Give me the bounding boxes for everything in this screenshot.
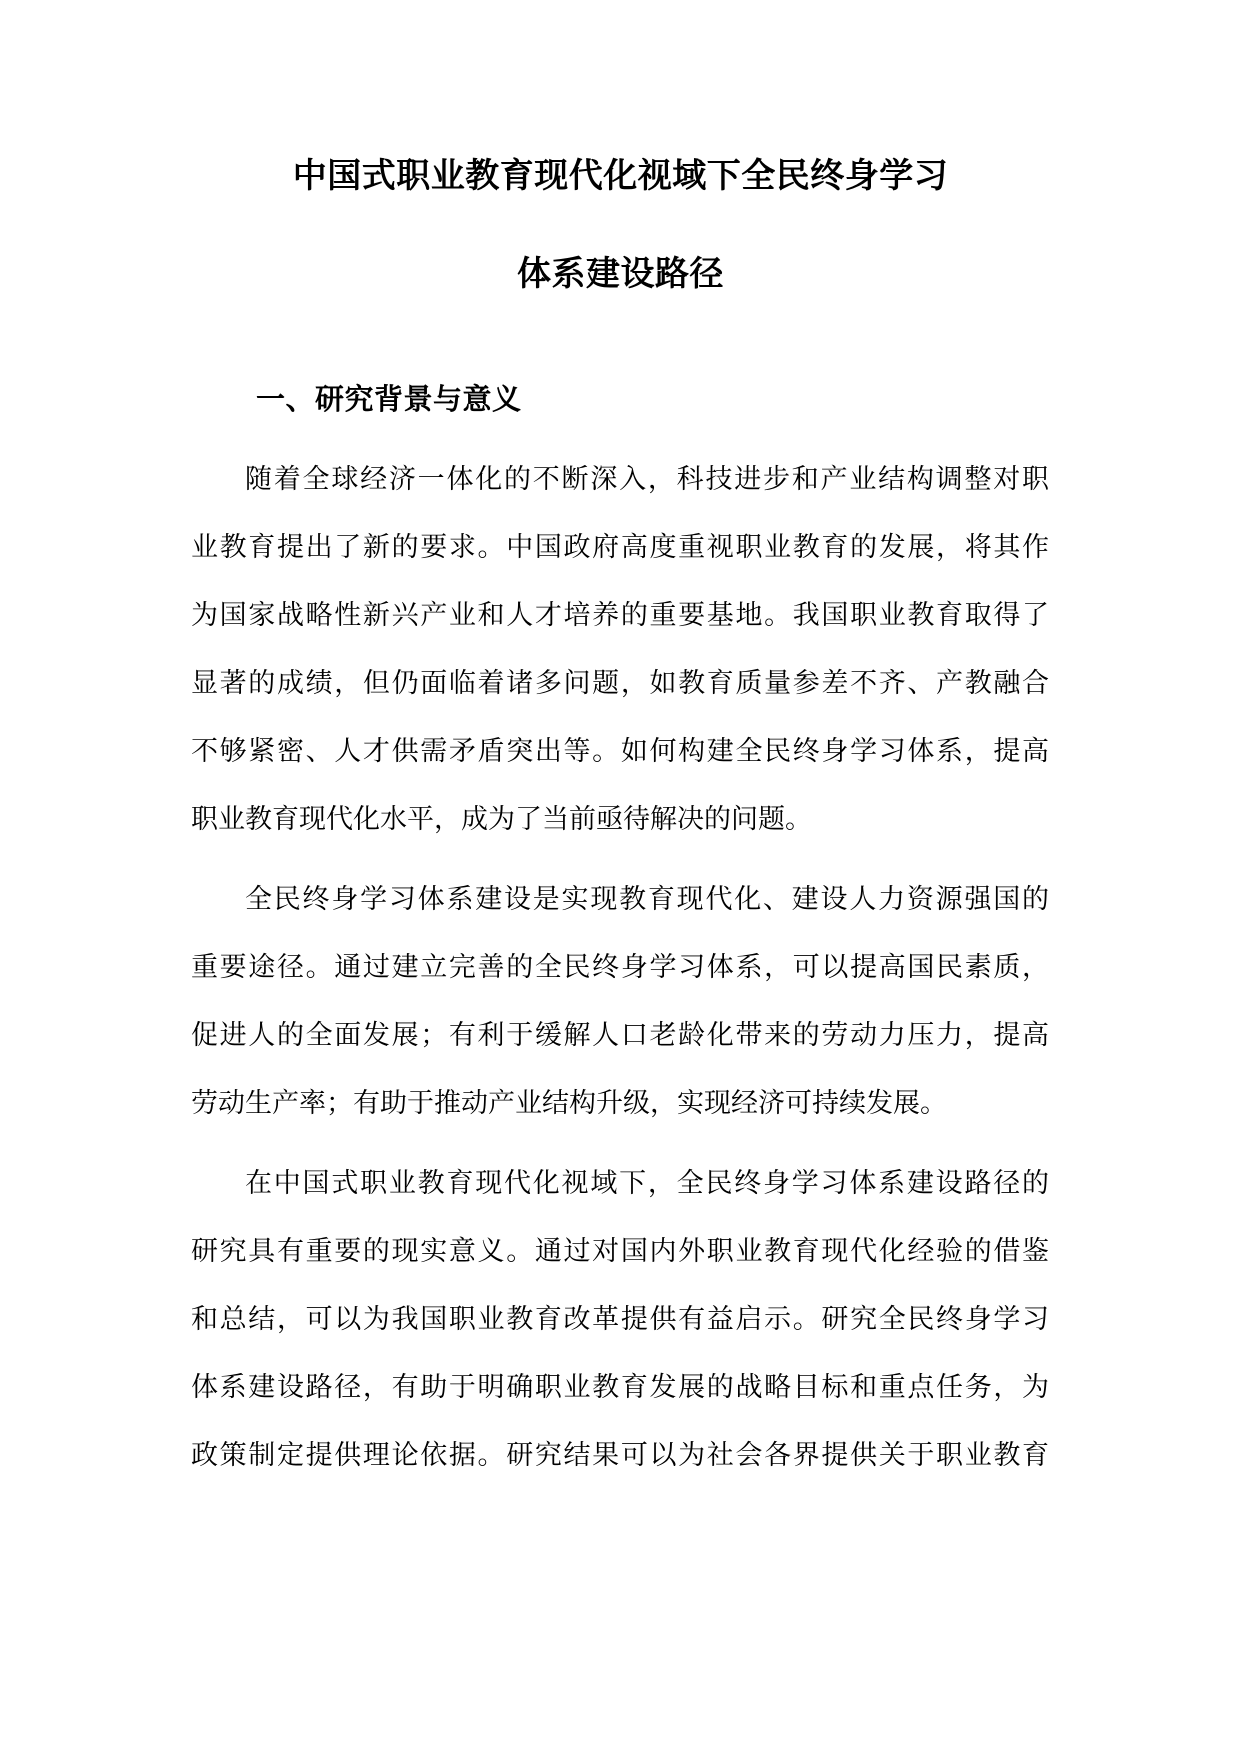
paragraph-1-line-1: 随着全球经济一体化的不断深入，科技进步和产业结构调整对职 (245, 464, 1049, 495)
document-title-line-2: 体系建设路径 (517, 254, 724, 294)
paragraph-2-line-4: 劳动生产率；有助于推动产业结构升级，实现经济可持续发展。 (191, 1088, 947, 1119)
paragraph-2-line-1: 全民终身学习体系建设是实现教育现代化、建设人力资源强国的 (245, 884, 1049, 915)
paragraph-2-line-3: 促进人的全面发展；有利于缓解人口老龄化带来的劳动力压力，提高 (191, 1020, 1049, 1051)
paragraph-1-line-6: 职业教育现代化水平，成为了当前亟待解决的问题。 (191, 804, 812, 835)
paragraph-1-line-2: 业教育提出了新的要求。中国政府高度重视职业教育的发展，将其作 (191, 532, 1049, 563)
paragraph-1-line-5: 不够紧密、人才供需矛盾突出等。如何构建全民终身学习体系，提高 (191, 736, 1049, 767)
paragraph-3-line-2: 研究具有重要的现实意义。通过对国内外职业教育现代化经验的借鉴 (191, 1236, 1049, 1267)
paragraph-1-line-4: 显著的成绩，但仍面临着诸多问题，如教育质量参差不齐、产教融合 (191, 668, 1049, 699)
paragraph-3-line-1: 在中国式职业教育现代化视域下，全民终身学习体系建设路径的 (245, 1168, 1049, 1199)
paragraph-3-line-5: 政策制定提供理论依据。研究结果可以为社会各界提供关于职业教育 (191, 1440, 1049, 1471)
document-title-line-1: 中国式职业教育现代化视域下全民终身学习 (292, 156, 949, 196)
paragraph-3-line-3: 和总结，可以为我国职业教育改革提供有益启示。研究全民终身学习 (191, 1304, 1049, 1335)
paragraph-3-line-4: 体系建设路径，有助于明确职业教育发展的战略目标和重点任务，为 (191, 1372, 1049, 1403)
paragraph-1-line-3: 为国家战略性新兴产业和人才培养的重要基地。我国职业教育取得了 (191, 600, 1049, 631)
paragraph-2-line-2: 重要途径。通过建立完善的全民终身学习体系，可以提高国民素质， (191, 952, 1049, 983)
section-heading: 一、研究背景与意义 (256, 382, 522, 416)
